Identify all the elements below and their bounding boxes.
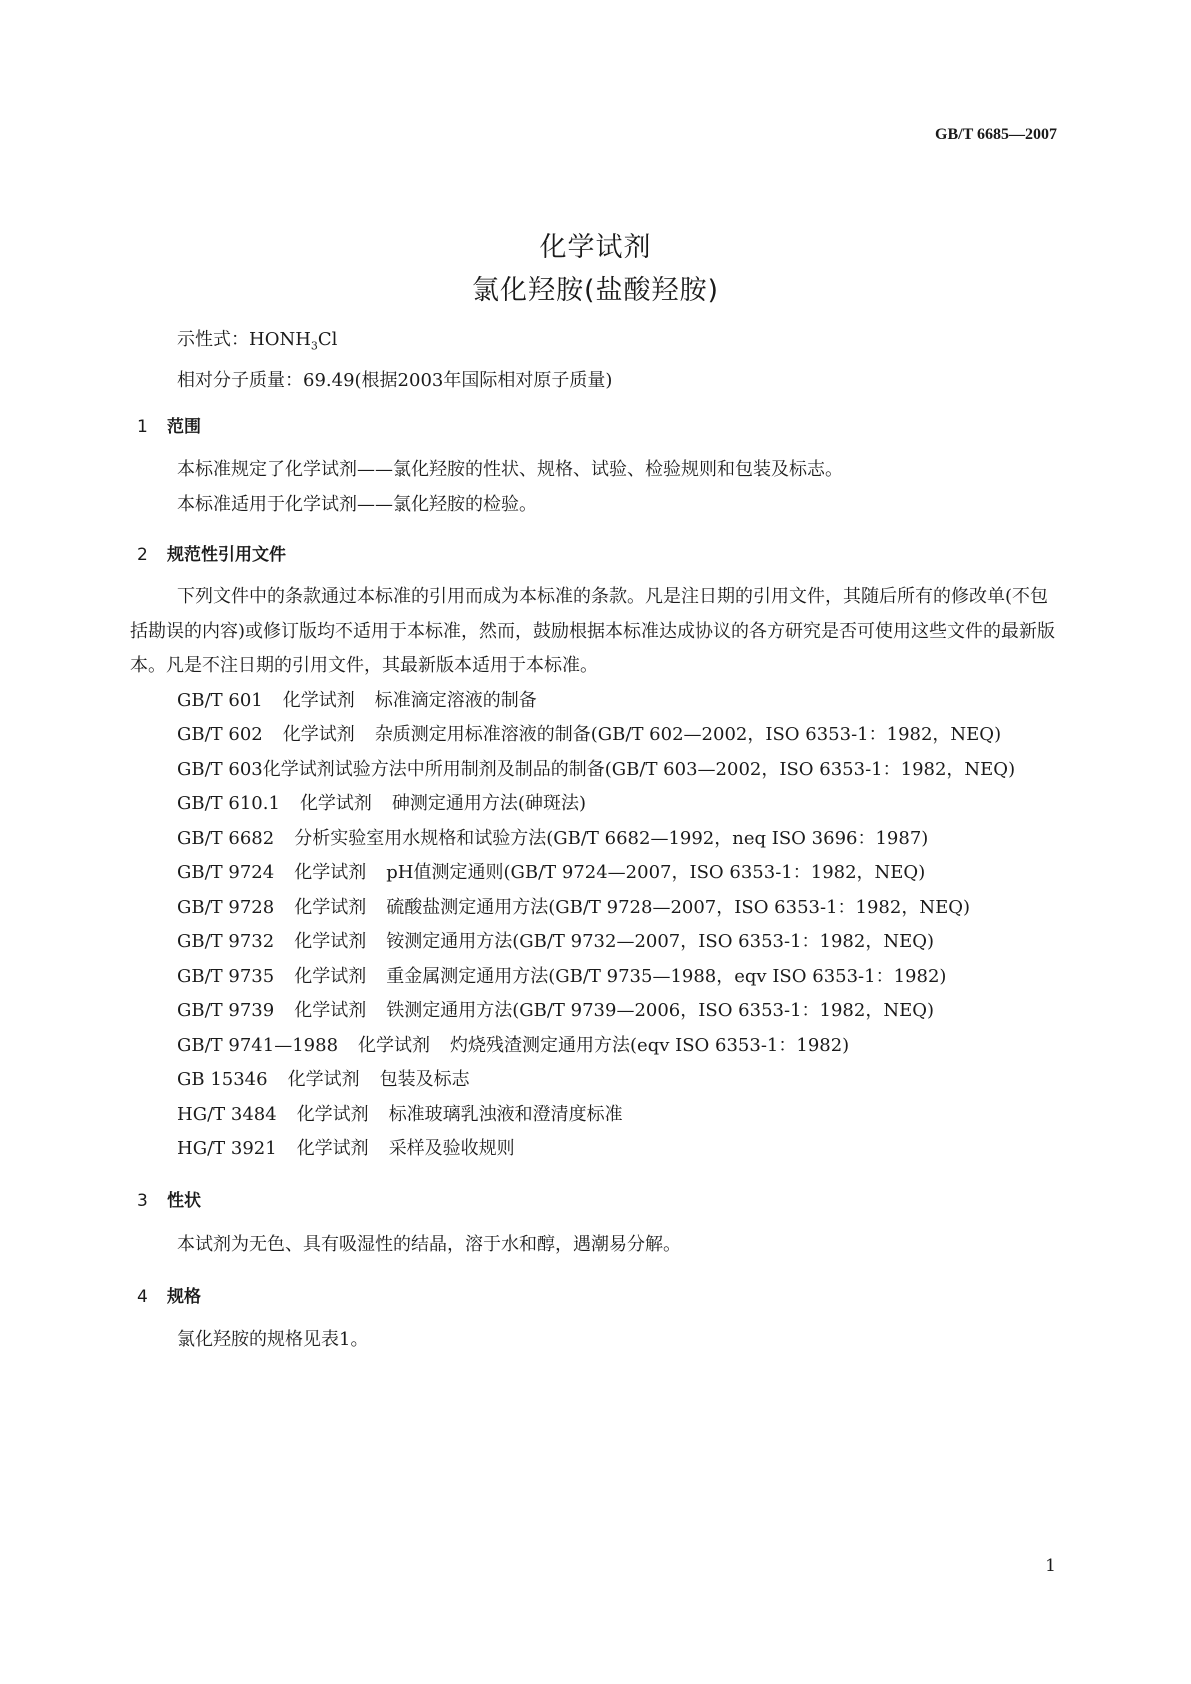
reference-title: 铁测定通用方法(GB/T 9739—2006，ISO 6353-1：1982，NEQ) [386, 1000, 934, 1021]
reference-category: 化学试剂 [294, 931, 367, 952]
reference-category: 化学试剂 [287, 1069, 360, 1090]
section-2-intro: 下列文件中的条款通过本标准的引用而成为本标准的条款。凡是注日期的引用文件，其随后所有的修改单(不包括勘误的内容)或修订版均不适用于本标准，然而，鼓励根据本标准达成协议的各方研究是否可使用这些文件的最新版本。凡是不注日期的引用文件，其最新版本适用于本标准。 [130, 586, 1056, 676]
reference-title: 硫酸盐测定通用方法(GB/T 9728—2007，ISO 6353-1：1982，NEQ) [386, 896, 970, 918]
reference-code: GB/T 9724 [177, 862, 275, 883]
reference-code: GB/T 9741—1988 [177, 1034, 339, 1056]
reference-title: 分析实验室用水规格和试验方法(GB/T 6682—1992，neq ISO 3696：1987) [294, 827, 929, 849]
section-number: 1 [137, 417, 148, 437]
reference-title: 标准玻璃乳浊液和澄清度标准 [388, 1103, 623, 1125]
reference-category: 化学试剂 [296, 1138, 369, 1159]
section-3-heading [137, 1186, 201, 1211]
reference-category: 化学试剂 [282, 689, 355, 711]
reference-code: HG/T 3921 [177, 1138, 277, 1159]
reference-category: 化学试剂 [294, 896, 367, 918]
reference-category: 化学试剂 [358, 1034, 431, 1056]
reference-title: pH值测定通则(GB/T 9724—2007，ISO 6353-1：1982，NEQ) [386, 862, 926, 883]
reference-category: 化学试剂 [262, 758, 335, 780]
reference-title: 标准滴定溶液的制备 [374, 689, 537, 711]
reference-item [130, 925, 1060, 960]
document-title [0, 226, 1191, 312]
reference-item [130, 1098, 1060, 1133]
reference-category: 化学试剂 [294, 1000, 367, 1021]
reference-category: 化学试剂 [296, 1103, 369, 1125]
reference-item [130, 891, 1060, 926]
section-1-body [130, 453, 1060, 522]
section-4-heading [137, 1282, 201, 1307]
reference-code: GB/T 9732 [177, 931, 275, 952]
reference-category: 化学试剂 [299, 793, 372, 814]
reference-list [130, 684, 1060, 1167]
reference-code: GB/T 601 [177, 689, 263, 711]
formula-subscript: 3 [310, 339, 318, 353]
section-2-body [130, 580, 1060, 1167]
section-2-heading [137, 540, 286, 565]
reference-item [130, 787, 1060, 822]
reference-code: GB/T 6682 [177, 827, 275, 849]
reference-item [130, 753, 1060, 788]
reference-code: GB/T 603 [177, 758, 263, 780]
reference-code: GB/T 602 [177, 724, 263, 745]
section-number: 3 [137, 1191, 148, 1211]
section-number: 4 [137, 1287, 148, 1307]
reference-title: 试验方法中所用制剂及制品的制备(GB/T 603—2002，ISO 6353-1：1982，NEQ) [334, 758, 1016, 780]
reference-title: 杂质测定用标准溶液的制备(GB/T 602—2002，ISO 6353-1：1982，NEQ) [374, 724, 1002, 745]
reference-code: GB 15346 [177, 1069, 268, 1090]
section-1-heading [137, 412, 201, 437]
paragraph: 本试剂为无色、具有吸湿性的结晶，溶于水和醇，遇潮易分解。 [177, 1234, 681, 1255]
formula-block [130, 323, 1060, 399]
reference-category: 化学试剂 [282, 724, 355, 745]
title-line-2: 氯化羟胺(盐酸羟胺) [471, 275, 720, 306]
section-title: 性状 [167, 1191, 201, 1211]
title-line-1: 化学试剂 [539, 232, 652, 263]
standard-number: GB/T 6685—2007 [935, 126, 1057, 143]
section-4-body [130, 1323, 1060, 1358]
page-number: 1 [1045, 1556, 1056, 1576]
section-title: 规范性引用文件 [167, 545, 286, 565]
reference-code: GB/T 9735 [177, 965, 275, 987]
reference-code: HG/T 3484 [177, 1103, 277, 1125]
reference-title: 灼烧残渣测定通用方法(eqv ISO 6353-1：1982) [450, 1034, 850, 1056]
reference-title: 砷测定通用方法(砷斑法) [391, 793, 586, 814]
reference-code: GB/T 610.1 [177, 793, 280, 814]
section-title: 范围 [167, 417, 201, 437]
reference-title: 重金属测定通用方法(GB/T 9735—1988，eqv ISO 6353-1：1982) [386, 965, 947, 987]
formula-label: 示性式： [177, 329, 249, 350]
reference-item [130, 718, 1060, 753]
reference-item [130, 684, 1060, 719]
paragraph: 本标准规定了化学试剂——氯化羟胺的性状、规格、试验、检验规则和包装及标志。 [177, 459, 843, 480]
section-title: 规格 [167, 1287, 201, 1307]
reference-code: GB/T 9739 [177, 1000, 275, 1021]
formula-line [130, 323, 1060, 364]
molecular-mass: 相对分子质量：69.49(根据2003年国际相对原子质量) [177, 370, 613, 392]
formula-text: HONH [249, 329, 311, 350]
reference-item [130, 856, 1060, 891]
reference-category: 化学试剂 [294, 862, 367, 883]
reference-category: 化学试剂 [294, 965, 367, 987]
reference-title: 包装及标志 [379, 1069, 470, 1090]
paragraph: 本标准适用于化学试剂——氯化羟胺的检验。 [177, 493, 537, 515]
section-number: 2 [137, 545, 148, 565]
reference-code: GB/T 9728 [177, 896, 275, 918]
reference-item [130, 1063, 1060, 1098]
reference-item [130, 960, 1060, 995]
formula-text-end: Cl [317, 329, 338, 350]
paragraph: 氯化羟胺的规格见表1。 [177, 1329, 369, 1350]
reference-item [130, 1029, 1060, 1064]
reference-item [130, 1132, 1060, 1167]
reference-item [130, 994, 1060, 1029]
reference-item [130, 822, 1060, 857]
reference-title: 采样及验收规则 [388, 1138, 515, 1159]
section-3-body [130, 1228, 1060, 1263]
reference-title: 铵测定通用方法(GB/T 9732—2007，ISO 6353-1：1982，NEQ) [386, 931, 934, 952]
